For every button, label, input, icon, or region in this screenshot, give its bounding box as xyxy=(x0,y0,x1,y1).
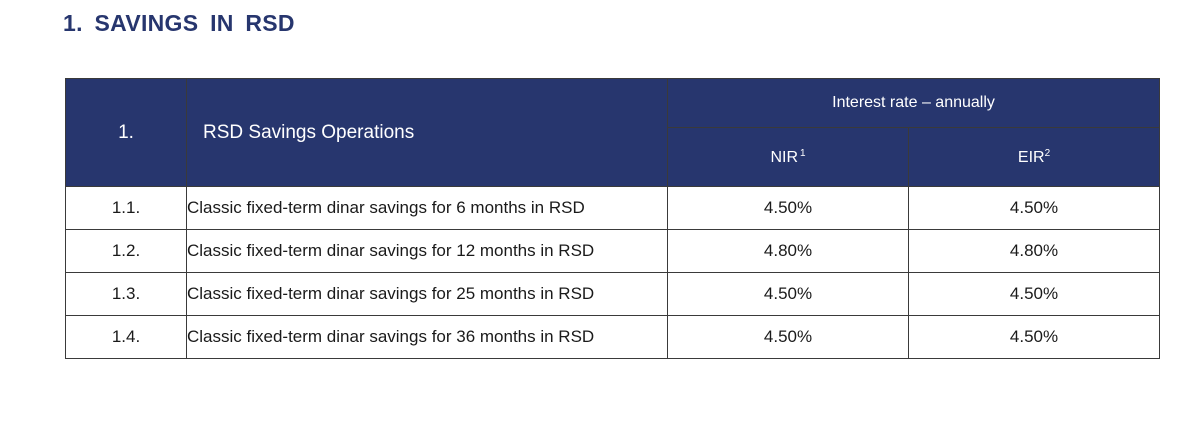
savings-rates-table xyxy=(65,78,1160,359)
row-number: 1.1. xyxy=(66,187,187,230)
table-header xyxy=(66,79,1160,187)
row-eir: 4.80% xyxy=(909,230,1160,273)
row-number: 1.2. xyxy=(66,230,187,273)
table-row xyxy=(66,273,1160,316)
table-row xyxy=(66,316,1160,359)
header-eir xyxy=(909,128,1160,187)
row-nir: 4.50% xyxy=(668,316,909,359)
table-body xyxy=(66,187,1160,359)
row-eir: 4.50% xyxy=(909,273,1160,316)
header-row-top xyxy=(66,79,1160,128)
header-nir-footnote: 1 xyxy=(800,147,806,159)
header-eir-footnote: 2 xyxy=(1044,147,1051,159)
header-operations: RSD Savings Operations xyxy=(187,79,668,187)
row-description: Classic fixed-term dinar savings for 25 months in RSD xyxy=(187,273,668,316)
table-row xyxy=(66,187,1160,230)
row-eir: 4.50% xyxy=(909,187,1160,230)
row-description: Classic fixed-term dinar savings for 12 months in RSD xyxy=(187,230,668,273)
row-nir: 4.50% xyxy=(668,273,909,316)
header-number: 1. xyxy=(66,79,187,187)
row-nir: 4.50% xyxy=(668,187,909,230)
section-title: 1. SAVINGS IN RSD xyxy=(63,10,295,36)
row-number: 1.3. xyxy=(66,273,187,316)
header-nir xyxy=(668,128,909,187)
row-description: Classic fixed-term dinar savings for 36 months in RSD xyxy=(187,316,668,359)
row-eir: 4.50% xyxy=(909,316,1160,359)
header-interest-rate-group: Interest rate – annually xyxy=(668,79,1160,128)
header-eir-label: EIR xyxy=(1017,148,1045,166)
table-row xyxy=(66,230,1160,273)
row-number: 1.4. xyxy=(66,316,187,359)
row-nir: 4.80% xyxy=(668,230,909,273)
header-nir-label: NIR xyxy=(770,148,798,166)
row-description: Classic fixed-term dinar savings for 6 months in RSD xyxy=(187,187,668,230)
